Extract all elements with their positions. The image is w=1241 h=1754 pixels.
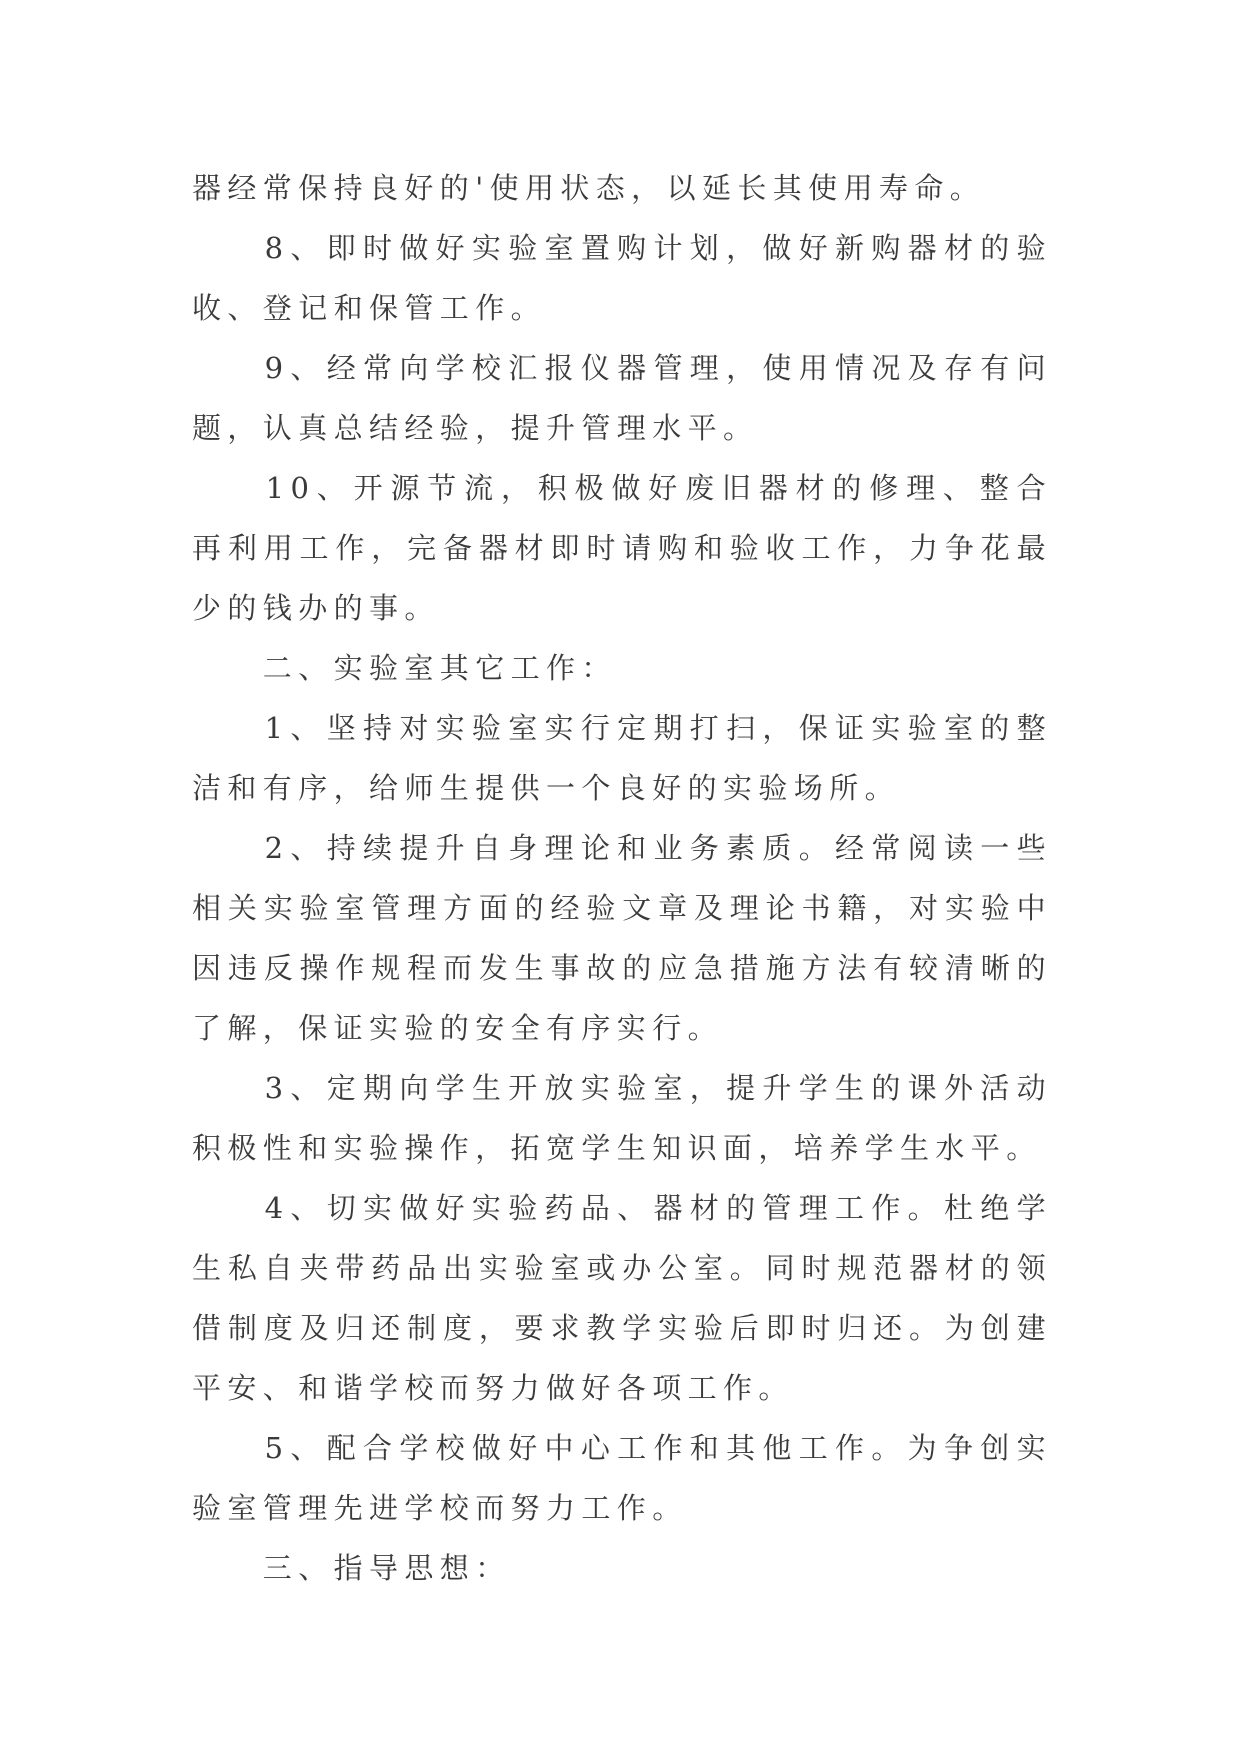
paragraph-section2-item-1: 1、坚持对实验室实行定期打扫，保证实验室的整洁和有序，给师生提供一个良好的实验场所。 [192,711,1052,805]
section-heading-2: 二、实验室其它工作： [192,651,617,685]
paragraph-section2-item-4: 4、切实做好实验药品、器材的管理工作。杜绝学生私自夹带药品出实验室或办公室。同时规范器材的领借制度及归还制度，要求教学实验后即时归还。为创建平安、和谐学校而努力做好各项工作。 [192,1191,1052,1405]
paragraph-section2-item-3: 3、定期向学生开放实验室，提升学生的课外活动积极性和实验操作，拓宽学生知识面，培养学生水平。 [192,1071,1052,1165]
paragraph-item-8: 8、即时做好实验室置购计划，做好新购器材的验收、登记和保管工作。 [192,231,1052,325]
document-body [192,158,1052,1598]
paragraph-item-10: 10、开源节流，积极做好废旧器材的修理、整合再利用工作，完备器材即时请购和验收工作，力争花最少的钱办的事。 [192,471,1052,625]
paragraph-section2-item-2: 2、持续提升自身理论和业务素质。经常阅读一些相关实验室管理方面的经验文章及理论书籍，对实验中因违反操作规程而发生事故的应急措施方法有较清晰的了解，保证实验的安全有序实行。 [192,831,1052,1045]
paragraph-item-9: 9、经常向学校汇报仪器管理，使用情况及存有问题，认真总结经验，提升管理水平。 [192,351,1052,445]
paragraph-section2-item-5: 5、配合学校做好中心工作和其他工作。为争创实验室管理先进学校而努力工作。 [192,1431,1052,1525]
section-heading-3: 三、指导思想： [192,1551,511,1585]
paragraph-continuation: 器经常保持良好的'使用状态，以延长其使用寿命。 [192,171,986,205]
